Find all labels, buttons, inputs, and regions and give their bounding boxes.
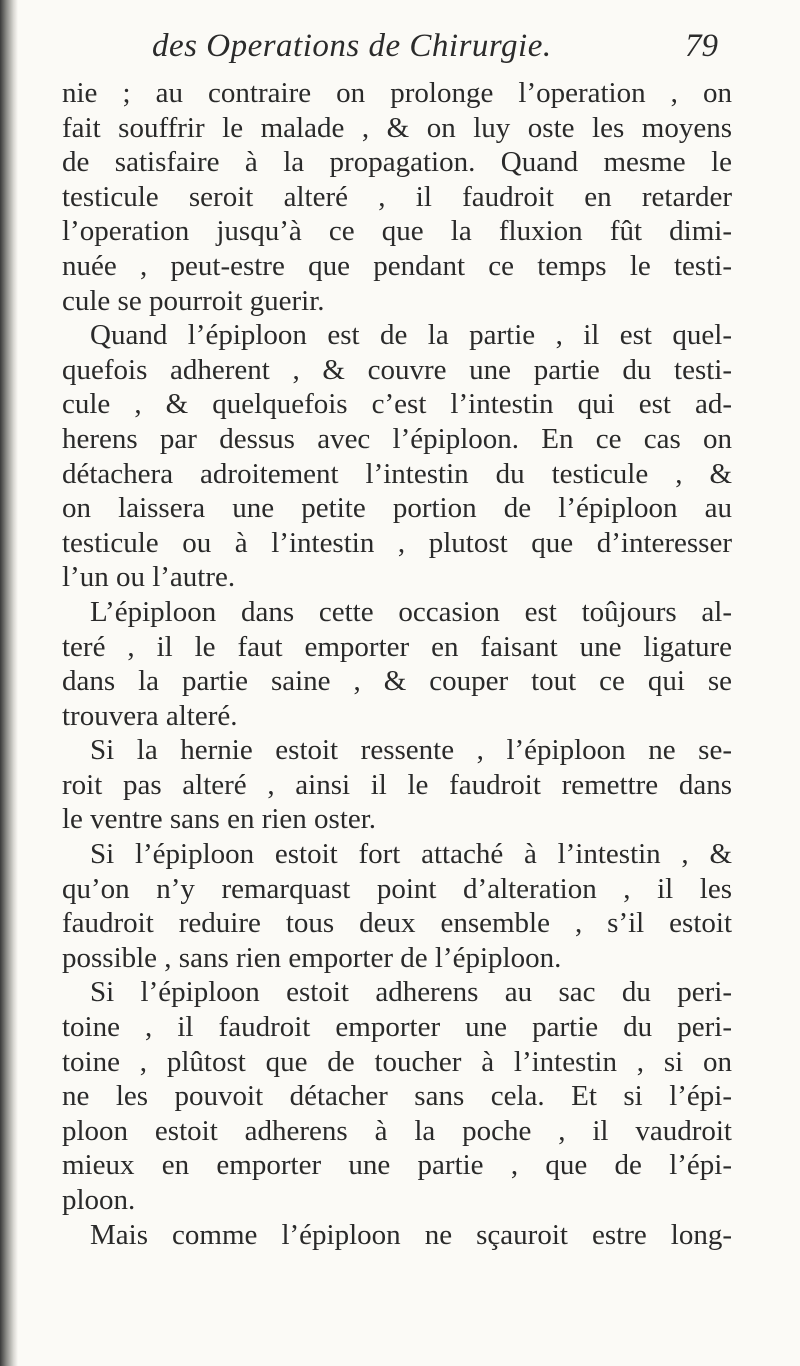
text-line: cule , & quelquefois c’est l’intestin qui est ad- <box>62 388 732 421</box>
text-line: toine , plûtost que de toucher à l’intestin , si on <box>62 1045 732 1078</box>
text-line: fait souffrir le malade , & on luy oste les moyens <box>62 111 732 144</box>
text-line: trouvera alteré. <box>62 699 238 732</box>
text-line: Si l’épiploon estoit fort attaché à l’intestin , & <box>90 838 732 871</box>
text-line: nuée , peut-estre que pendant ce temps le testi- <box>62 249 732 282</box>
text-line: teré , il le faut emporter en faisant une ligature <box>62 630 732 663</box>
text-line: Mais comme l’épiploon ne sçauroit estre long- <box>90 1218 732 1251</box>
text-line: l’operation jusqu’à ce que la fluxion fût dimi- <box>62 215 732 248</box>
text-line: quefois adherent , & couvre une partie du testi- <box>62 353 732 386</box>
text-line: on laissera une petite portion de l’épiploon au <box>62 492 732 525</box>
text-line: ploon. <box>62 1184 136 1216</box>
book-page <box>62 28 778 1348</box>
text-line: Si la hernie estoit ressente , l’épiploon ne se- <box>90 734 732 767</box>
text-line: le ventre sans en rien oster. <box>62 803 377 836</box>
text-line: Quand l’épiploon est de la partie , il est quel- <box>90 319 732 352</box>
text-line: détachera adroitement l’intestin du testicule , & <box>62 457 732 490</box>
text-line: faudroit reduire tous deux ensemble , s’il estoit <box>62 907 732 940</box>
text-line: possible , sans rien emporter de l’épiploon. <box>62 941 562 974</box>
text-line: mieux en emporter une partie , que de l’épi- <box>62 1149 732 1182</box>
text-line: roit pas alteré , ainsi il le faudroit remettre dans <box>62 768 732 801</box>
running-head: des Operations de Chirurgie. <box>152 28 552 64</box>
page-number: 79 <box>685 28 718 64</box>
text-line: L’épiploon dans cette occasion est toûjours al- <box>90 595 732 628</box>
book-gutter-shadow <box>0 0 18 1366</box>
text-line: dans la partie saine , & couper tout ce qui se <box>62 665 732 698</box>
text-line: qu’on n’y remarquast point d’alteration , il les <box>62 872 732 905</box>
text-line: ploon estoit adherens à la poche , il vaudroit <box>62 1114 732 1147</box>
text-line: toine , il faudroit emporter une partie du peri- <box>62 1011 732 1044</box>
text-line: testicule ou à l’intestin , plutost que d’interesser <box>62 526 732 559</box>
text-line: ne les pouvoit détacher sans cela. Et si l’épi- <box>62 1080 732 1113</box>
text-line: herens par dessus avec l’épiploon. En ce cas on <box>62 422 732 455</box>
text-line: de satisfaire à la propagation. Quand mesme le <box>62 146 732 179</box>
text-line: Si l’épiploon estoit adherens au sac du peri- <box>90 976 732 1009</box>
text-line: cule se pourroit guerir. <box>62 284 325 317</box>
body-text <box>62 76 732 1252</box>
text-line: nie ; au contraire on prolonge l’operation , on <box>62 77 732 109</box>
text-line: testicule seroit alteré , il faudroit en retarder <box>62 180 732 213</box>
text-line: l’un ou l’autre. <box>62 561 236 594</box>
